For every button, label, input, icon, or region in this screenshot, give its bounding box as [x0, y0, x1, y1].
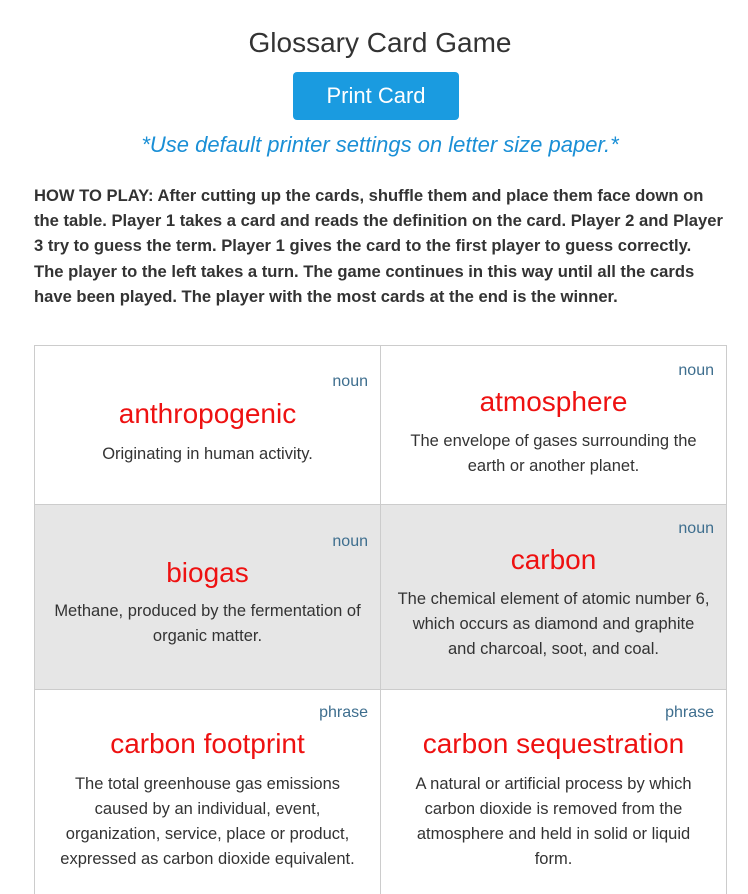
- card-part-of-speech: phrase: [319, 704, 368, 721]
- card-term: anthropogenic: [118, 398, 297, 429]
- card-part-of-speech: noun: [678, 362, 714, 379]
- glossary-card: [34, 346, 380, 504]
- card-row: [34, 690, 727, 894]
- card-row: [34, 346, 727, 505]
- card-definition: The total greenhouse gas emissions caused by an individual, event, organization, service, place or product, expressed as carbon dioxide equivalent.: [60, 775, 355, 868]
- card-term: carbon: [510, 544, 597, 575]
- card-part-of-speech: noun: [332, 533, 368, 550]
- how-to-play-instructions: HOW TO PLAY: After cutting up the cards, shuffle them and place them face down on the table. Player 1 takes a card and reads the definition on the card. Player 2 and Player 3 try to guess the term. Player 1 gives the card to the first player to guess correctly. The player to the left takes a turn. The game continues in this way until all the cards have been played. The player with the most cards at the end is the winner.: [34, 186, 723, 306]
- card-definition: Originating in human activity.: [102, 445, 313, 463]
- card-definition: The envelope of gases surrounding the earth or another planet.: [410, 432, 697, 475]
- card-definition: Methane, produced by the fermentation of organic matter.: [54, 602, 361, 645]
- page-title: Glossary Card Game: [248, 27, 512, 58]
- print-card-button[interactable]: Print Card: [293, 72, 459, 120]
- glossary-card: [380, 346, 727, 504]
- card-row: [34, 505, 727, 690]
- card-term: carbon footprint: [110, 728, 305, 759]
- glossary-card: [380, 690, 727, 894]
- card-grid: [34, 345, 727, 894]
- card-part-of-speech: noun: [332, 373, 368, 390]
- printer-note: *Use default printer settings on letter size paper.*: [141, 132, 619, 157]
- card-term: atmosphere: [479, 386, 628, 417]
- glossary-card: [380, 505, 727, 689]
- card-part-of-speech: noun: [678, 520, 714, 537]
- card-definition: The chemical element of atomic number 6, which occurs as diamond and graphite and charcoal, soot, and coal.: [397, 590, 710, 658]
- card-definition: A natural or artificial process by which carbon dioxide is removed from the atmosphere and held in solid or liquid form.: [415, 775, 692, 868]
- card-term: carbon sequestration: [422, 728, 685, 759]
- glossary-card: [34, 505, 380, 689]
- card-part-of-speech: phrase: [665, 704, 714, 721]
- glossary-card: [34, 690, 380, 894]
- card-term: biogas: [166, 557, 249, 588]
